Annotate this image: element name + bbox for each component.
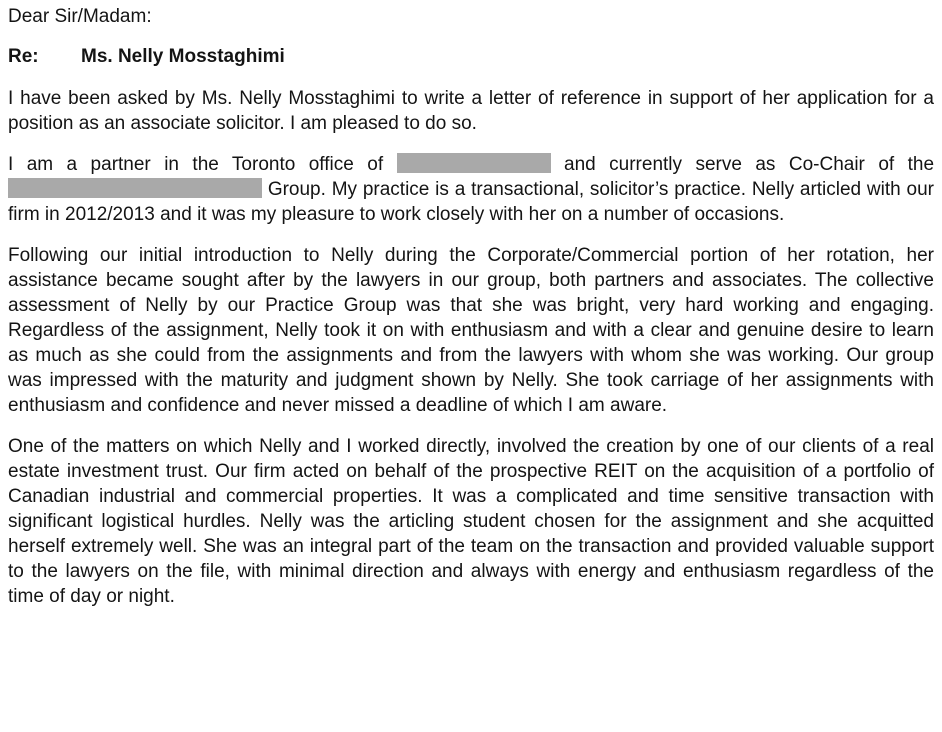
paragraph-partner-text-3: Group. My practice is a transactional, solicitor’s practice. Nelly articled with our firm in 2012/2013 and it was my pleasure to work closely with her on a number of occasions.: [8, 179, 934, 225]
subject-line: [8, 44, 934, 69]
redacted-firm-name: [397, 153, 551, 173]
reference-letter: [8, 4, 934, 625]
paragraph-partner: [8, 152, 934, 227]
paragraph-assessment: Following our initial introduction to Nelly during the Corporate/Commercial portion of her rotation, her assistance became sought after by the lawyers in our group, both partners and associates. The collective assessment of Nelly by our Practice Group was that she was bright, very hard working and engaging. Regardless of the assignment, Nelly took it on with enthusiasm and with a clear and genuine desire to learn as much as she could from the assignments and from the lawyers with whom she was working. Our group was impressed with the maturity and judgment shown by Nelly. She took carriage of her assignments with enthusiasm and confidence and never missed a deadline of which I am aware.: [8, 245, 934, 416]
salutation: Dear Sir/Madam:: [8, 6, 152, 27]
paragraph-partner-text-1: I am a partner in the Toronto office of: [8, 154, 384, 175]
paragraph-reit-matter: One of the matters on which Nelly and I worked directly, involved the creation by one of our clients of a real estate investment trust. Our firm acted on behalf of the prospective REIT on the acquisition of a portfolio of Canadian industrial and commercial properties. It was a complicated and time sensitive transaction with significant logistical hurdles. Nelly was the articling student chosen for the assignment and she acquitted herself extremely well. She was an integral part of the team on the transaction and provided valuable support to the lawyers on the file, with minimal direction and always with energy and enthusiasm regardless of the time of day or night.: [8, 436, 934, 607]
paragraph-intro: I have been asked by Ms. Nelly Mosstaghimi to write a letter of reference in support of her application for a position as an associate solicitor. I am pleased to do so.: [8, 88, 934, 134]
paragraph-partner-text-2: and currently serve as Co-Chair of the: [564, 154, 935, 175]
subject-label: Re:: [8, 46, 39, 67]
redacted-group-name: [8, 178, 262, 198]
subject-name: Ms. Nelly Mosstaghimi: [81, 46, 285, 67]
